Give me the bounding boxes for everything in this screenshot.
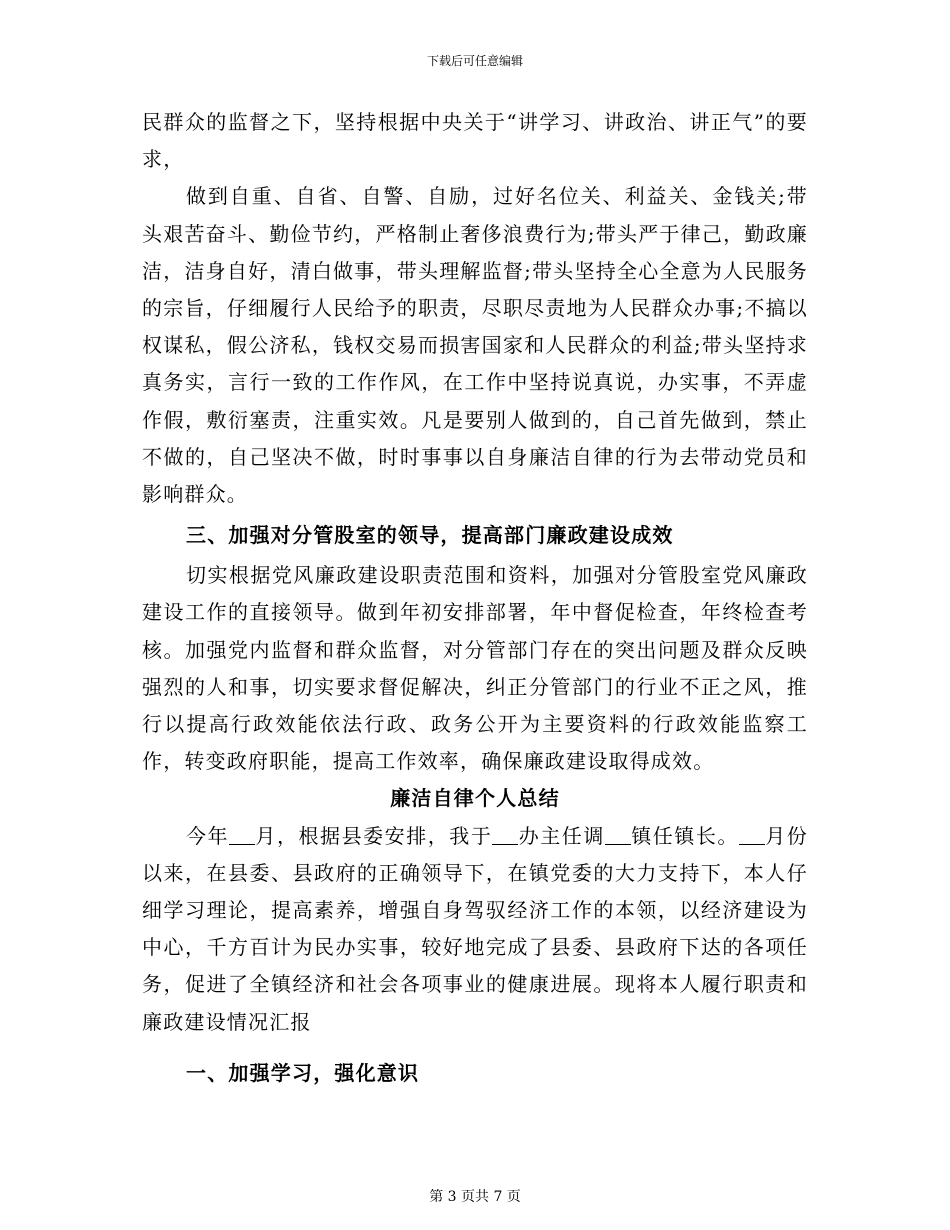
document-body: [142, 104, 808, 1095]
blank-line: [229, 826, 255, 845]
paragraph: 切实根据党风廉政建设职责范围和资料，加强对分管股室党风廉政建设工作的直接领导。做到年初安排部署，年中督促检查，年终检查考核。加强党内监督和群众监督，对分管部门存在的突出问题及群众反映强烈的人和事，切实要求督促解决，纠正分管部门的行业不正之风，推行以提高行政效能依法行政、政务公开为主要资料的行政效能监察工作，转变政府职能，提高工作效率，确保廉政建设取得成效。: [142, 563, 808, 774]
blank-line: [492, 826, 518, 845]
blank-line: [739, 826, 765, 845]
paragraph: [142, 818, 808, 1041]
text-run: 镇任镇长。: [630, 823, 739, 848]
section-heading: 三、加强对分管股室的领导，提高部门廉政建设成效: [186, 523, 674, 548]
blank-line: [605, 826, 631, 845]
paragraph: 民群众的监督之下，坚持根据中央关于“讲学习、讲政治、讲正气”的要求，: [142, 110, 808, 172]
text-run: 办主任调: [518, 823, 605, 848]
paragraph: 做到自重、自省、自警、自励，过好名位关、利益关、金钱关;带头艰苦奋斗、勤俭节约，严格制止奢侈浪费行为;带头严于律己，勤政廉洁，洁身自好，清白做事，带头理解监督;带头坚持全心全意为人民服务的宗旨，仔细履行人民给予的职责，尽职尽责地为人民群众办事;不搞以权谋私，假公济私，钱权交易而损害国家和人民群众的利益;带头坚持求真务实，言行一致的工作作风，在工作中坚持说真说，办实事，不弄虚作假，敷衍塞责，注重实效。凡是要别人做到的，自己首先做到，禁止不做的，自己坚决不做，时时事事以自身廉洁自律的行为去带动党员和影响群众。: [142, 184, 808, 507]
spacer: [142, 1041, 808, 1051]
document-title: 廉洁自律个人总结: [390, 786, 560, 811]
text-run: 月份以来，在县委、县政府的正确领导下，在镇党委的大力支持下，本人仔细学习理论，提高素养，增强自身驾驭经济工作的本领，以经济建设为中心，千方百计为民办实事，较好地完成了县委、县政府下达的各项任务，促进了全镇经济和社会各项事业的健康进展。现将本人履行职责和廉政建设情况汇报: [142, 823, 809, 1034]
text-run: 今年: [186, 823, 230, 848]
section-heading: 一、加强学习，强化意识: [186, 1060, 420, 1085]
page-header: 下载后可任意编辑: [426, 54, 523, 68]
page-footer: 第 3 页共 7 页: [429, 1189, 521, 1205]
text-run: 月，根据县委安排，我于: [255, 823, 493, 848]
